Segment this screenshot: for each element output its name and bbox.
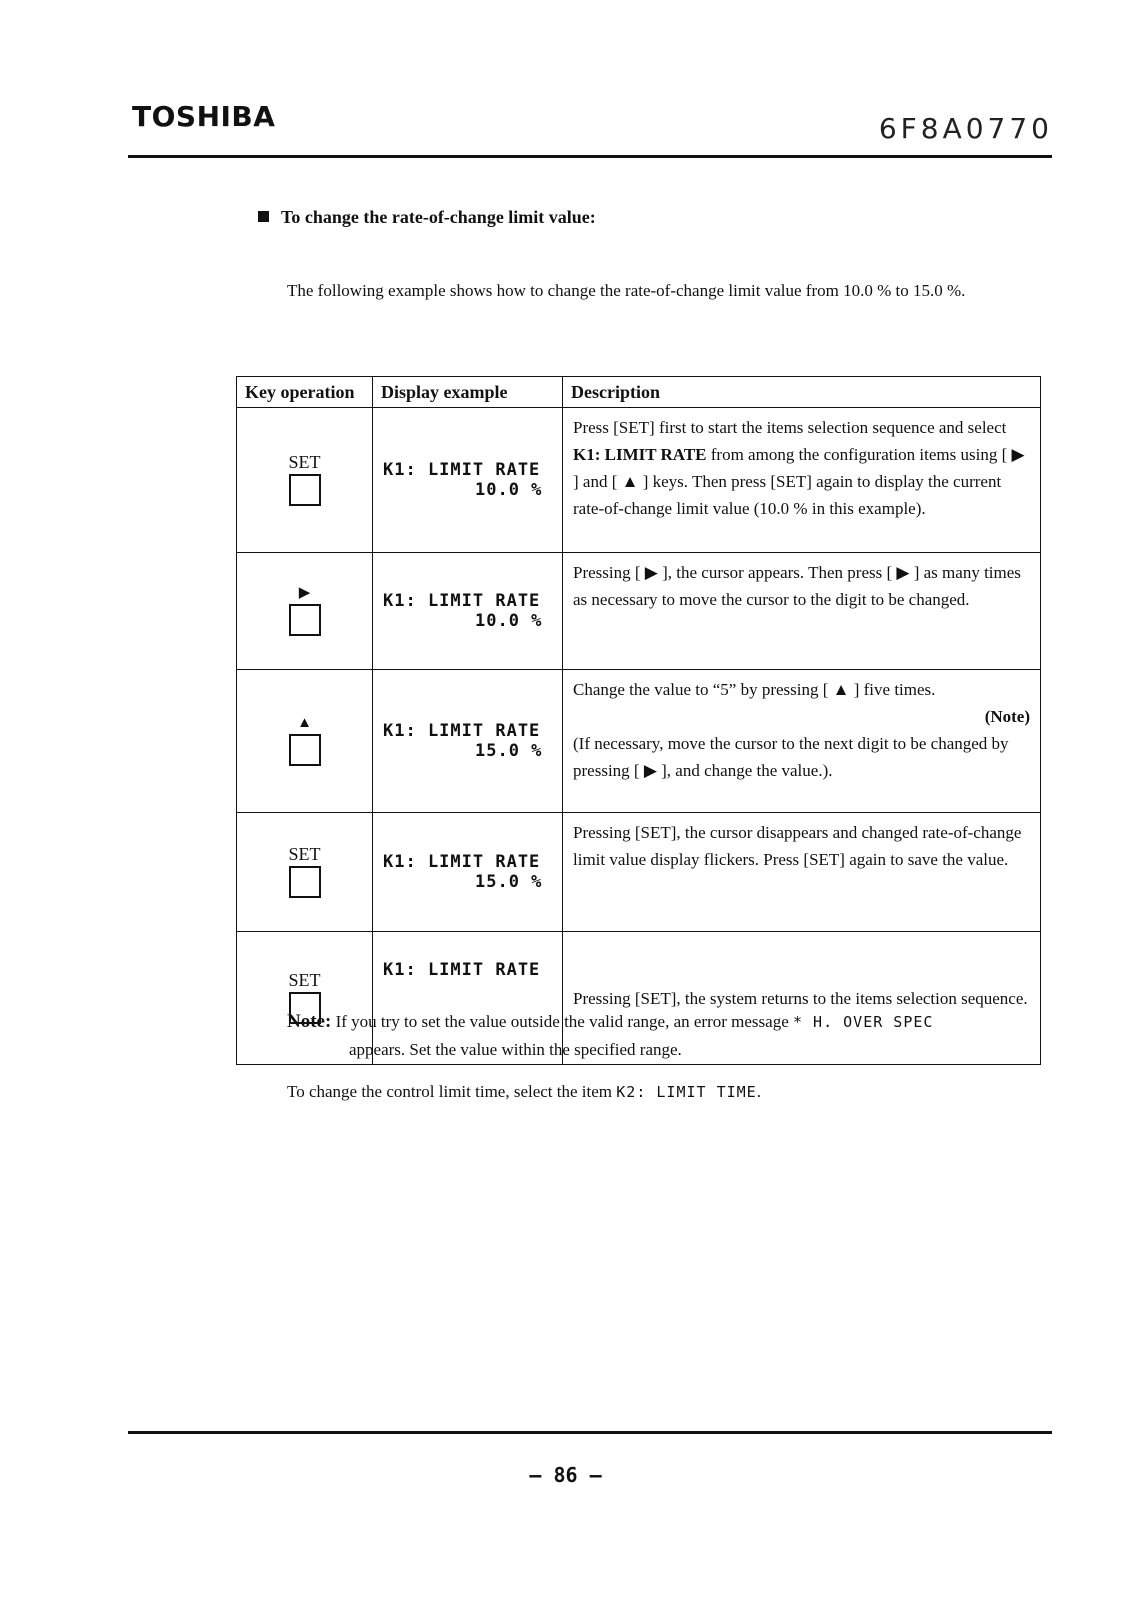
description-cell: Pressing [SET], the system returns to the items selection sequence. [563, 932, 1041, 1065]
display-cell [373, 670, 563, 813]
table-row [237, 408, 1041, 553]
display-line-1: K1: LIMIT RATE [383, 591, 541, 611]
error-message: * H. OVER SPEC [793, 1013, 934, 1031]
description-cell: Pressing [ ▶ ], the cursor appears. Then press [ ▶ ] as many times as necessary to move the cursor to the digit to be changed. [563, 553, 1041, 670]
key-box-icon [289, 866, 321, 898]
brand-logo: TOSHIBA [132, 100, 276, 133]
key-box-icon [289, 474, 321, 506]
limit-time-paragraph [287, 1082, 761, 1102]
description-extra: (If necessary, move the cursor to the next digit to be changed by pressing [ ▶ ], and change the value.). [573, 734, 1009, 780]
display-line-2: 15.0 % [475, 741, 543, 761]
intro-paragraph: The following example shows how to change the rate-of-change limit value from 10.0 % to 15.0 %. [287, 281, 966, 300]
display-line-1: K1: LIMIT RATE [383, 460, 541, 480]
display-line-1: K1: LIMIT RATE [383, 960, 541, 980]
key-cell [237, 670, 373, 813]
document-number: 6F8A0770 [878, 112, 1053, 145]
display-line-2: 10.0 % [475, 480, 543, 500]
limit-time-end: . [756, 1082, 761, 1101]
display-line-2: 10.0 % [475, 611, 543, 631]
header-display-example: Display example [373, 377, 563, 408]
display-line-2: 15.0 % [475, 872, 543, 892]
description-cell [563, 408, 1041, 553]
header-key-operation: Key operation [237, 377, 373, 408]
description-bold-item: K1: LIMIT RATE [573, 445, 707, 464]
table-row [237, 670, 1041, 813]
key-box-icon [289, 604, 321, 636]
up-arrow-icon: ▲ [297, 714, 312, 731]
key-cell [237, 408, 373, 553]
section-heading [258, 207, 596, 228]
description-cell: Pressing [SET], the cursor disappears and changed rate-of-change limit value display flickers. Press [SET] again to save the value. [563, 813, 1041, 932]
display-cell [373, 408, 563, 553]
description-note-ref: (Note) [984, 707, 1030, 726]
key-label: SET [288, 969, 321, 990]
note-label: Note: [287, 1011, 332, 1032]
table-header-row [237, 377, 1041, 408]
display-cell [373, 813, 563, 932]
description-text: from among the configuration items using [ ▶ ] and [ ▲ ] keys. Then press [SET] again to display the current rate-of-change limit value (10.0 % in this example). [573, 445, 1025, 518]
key-box-icon [289, 734, 321, 766]
bullet-icon [258, 211, 269, 222]
page-number: – 86 – [529, 1463, 602, 1487]
table-row [237, 553, 1041, 670]
note-text: If you try to set the value outside the valid range, an error message [331, 1012, 793, 1031]
header-description: Description [563, 377, 1041, 408]
note-continuation: appears. Set the value within the specified range. [349, 1040, 682, 1059]
description-text: Press [SET] first to start the items selection sequence and select [573, 418, 1007, 437]
key-cell [237, 813, 373, 932]
description-cell [563, 670, 1041, 813]
description-text: Change the value to “5” by pressing [ ▲ ] five times. [573, 680, 936, 699]
key-label: SET [288, 843, 321, 864]
header-rule [128, 155, 1052, 158]
key-cell [237, 553, 373, 670]
note-paragraph [287, 1008, 1027, 1063]
limit-time-text: To change the control limit time, select the item [287, 1082, 617, 1101]
display-line-1: K1: LIMIT RATE [383, 852, 541, 872]
display-cell [373, 553, 563, 670]
section-heading-text: To change the rate-of-change limit value: [281, 207, 596, 227]
footer-rule [128, 1431, 1052, 1434]
limit-time-item: K2: LIMIT TIME [616, 1083, 757, 1101]
key-label: SET [288, 451, 321, 472]
table-row [237, 813, 1041, 932]
key-operation-table [236, 376, 1041, 1065]
display-line-1: K1: LIMIT RATE [383, 721, 541, 741]
right-arrow-icon: ▶ [298, 584, 311, 601]
